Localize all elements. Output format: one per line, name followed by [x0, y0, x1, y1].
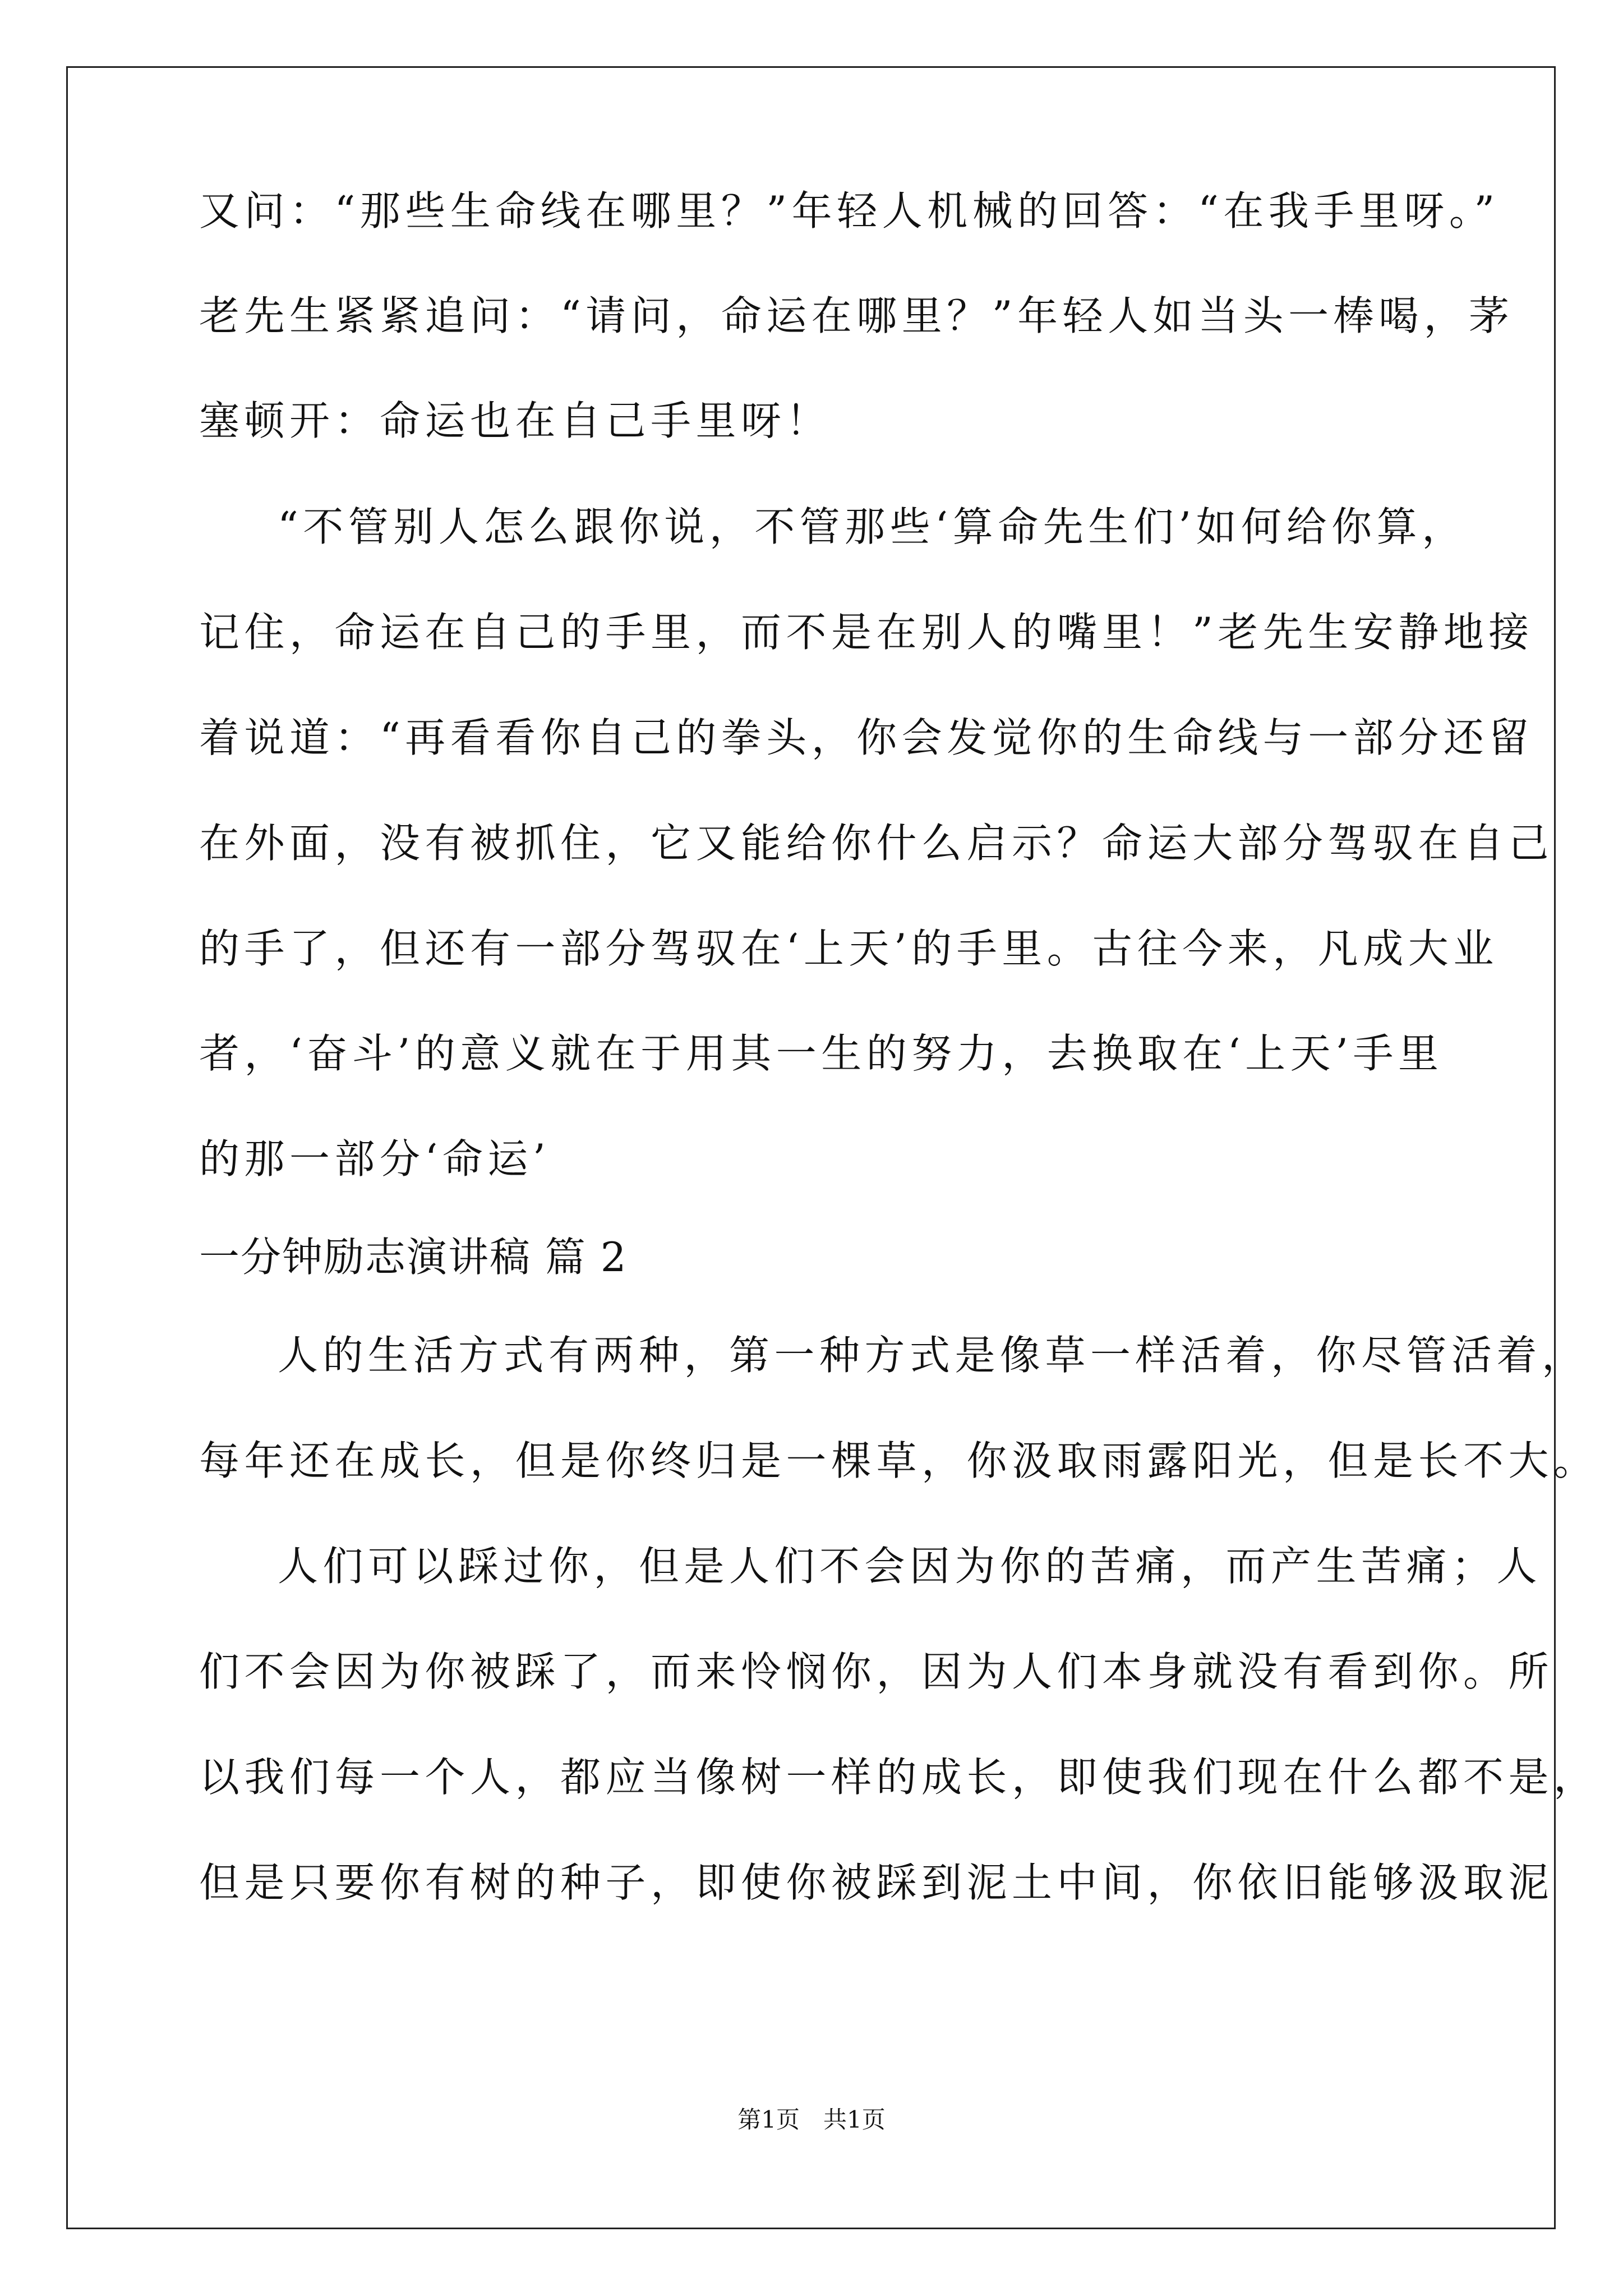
body-line: 老先生紧紧追问：“请问，命运在哪里？”年轻人如当头一棒喝，茅 [199, 292, 1514, 339]
body-line: 人们可以踩过你，但是人们不会因为你的苦痛，而产生苦痛；人 [278, 1543, 1542, 1590]
body-line: 但是只要你有树的种子，即使你被踩到泥土中间，你依旧能够汲取泥 [199, 1859, 1554, 1906]
body-line: 人的生活方式有两种，第一种方式是像草一样活着，你尽管活着， [278, 1332, 1587, 1379]
body-line: 们不会因为你被踩了，而来怜悯你，因为人们本身就没有看到你。所 [199, 1648, 1554, 1695]
body-line: 者，‘奋斗’的意义就在于用其一生的努力，去换取在‘上天’手里 [199, 1030, 1444, 1077]
body-line: 的手了，但还有一部分驾驭在‘上天’的手里。古往今来，凡成大业 [199, 925, 1498, 972]
body-line: 着说道：“再看看你自己的拳头，你会发觉你的生命线与一部分还留 [199, 714, 1534, 761]
body-line: 在外面，没有被抓住，它又能给你什么启示？命运大部分驾驭在自己 [199, 820, 1554, 867]
body-line: 每年还在成长，但是你终归是一棵草，你汲取雨露阳光，但是长不大。 [199, 1437, 1599, 1484]
body-line: 记住，命运在自己的手里，而不是在别人的嘴里！”老先生安静地接 [199, 609, 1534, 656]
body-line: 的那一部分‘命运’ [199, 1135, 551, 1182]
body-line: 以我们每一个人，都应当像树一样的成长，即使我们现在什么都不是， [199, 1754, 1599, 1801]
body-line: 又问：“那些生命线在哪里？”年轻人机械的回答：“在我手里呀。” [199, 187, 1500, 234]
body-line: 塞顿开：命运也在自己手里呀！ [199, 397, 832, 444]
body-line: “不管别人怎么跟你说，不管那些‘算命先生们’如何给你算， [278, 503, 1467, 550]
page-footer: 第1页 共1页 [737, 2106, 886, 2133]
section-heading: 一分钟励志演讲稿 篇 2 [199, 1234, 628, 1281]
